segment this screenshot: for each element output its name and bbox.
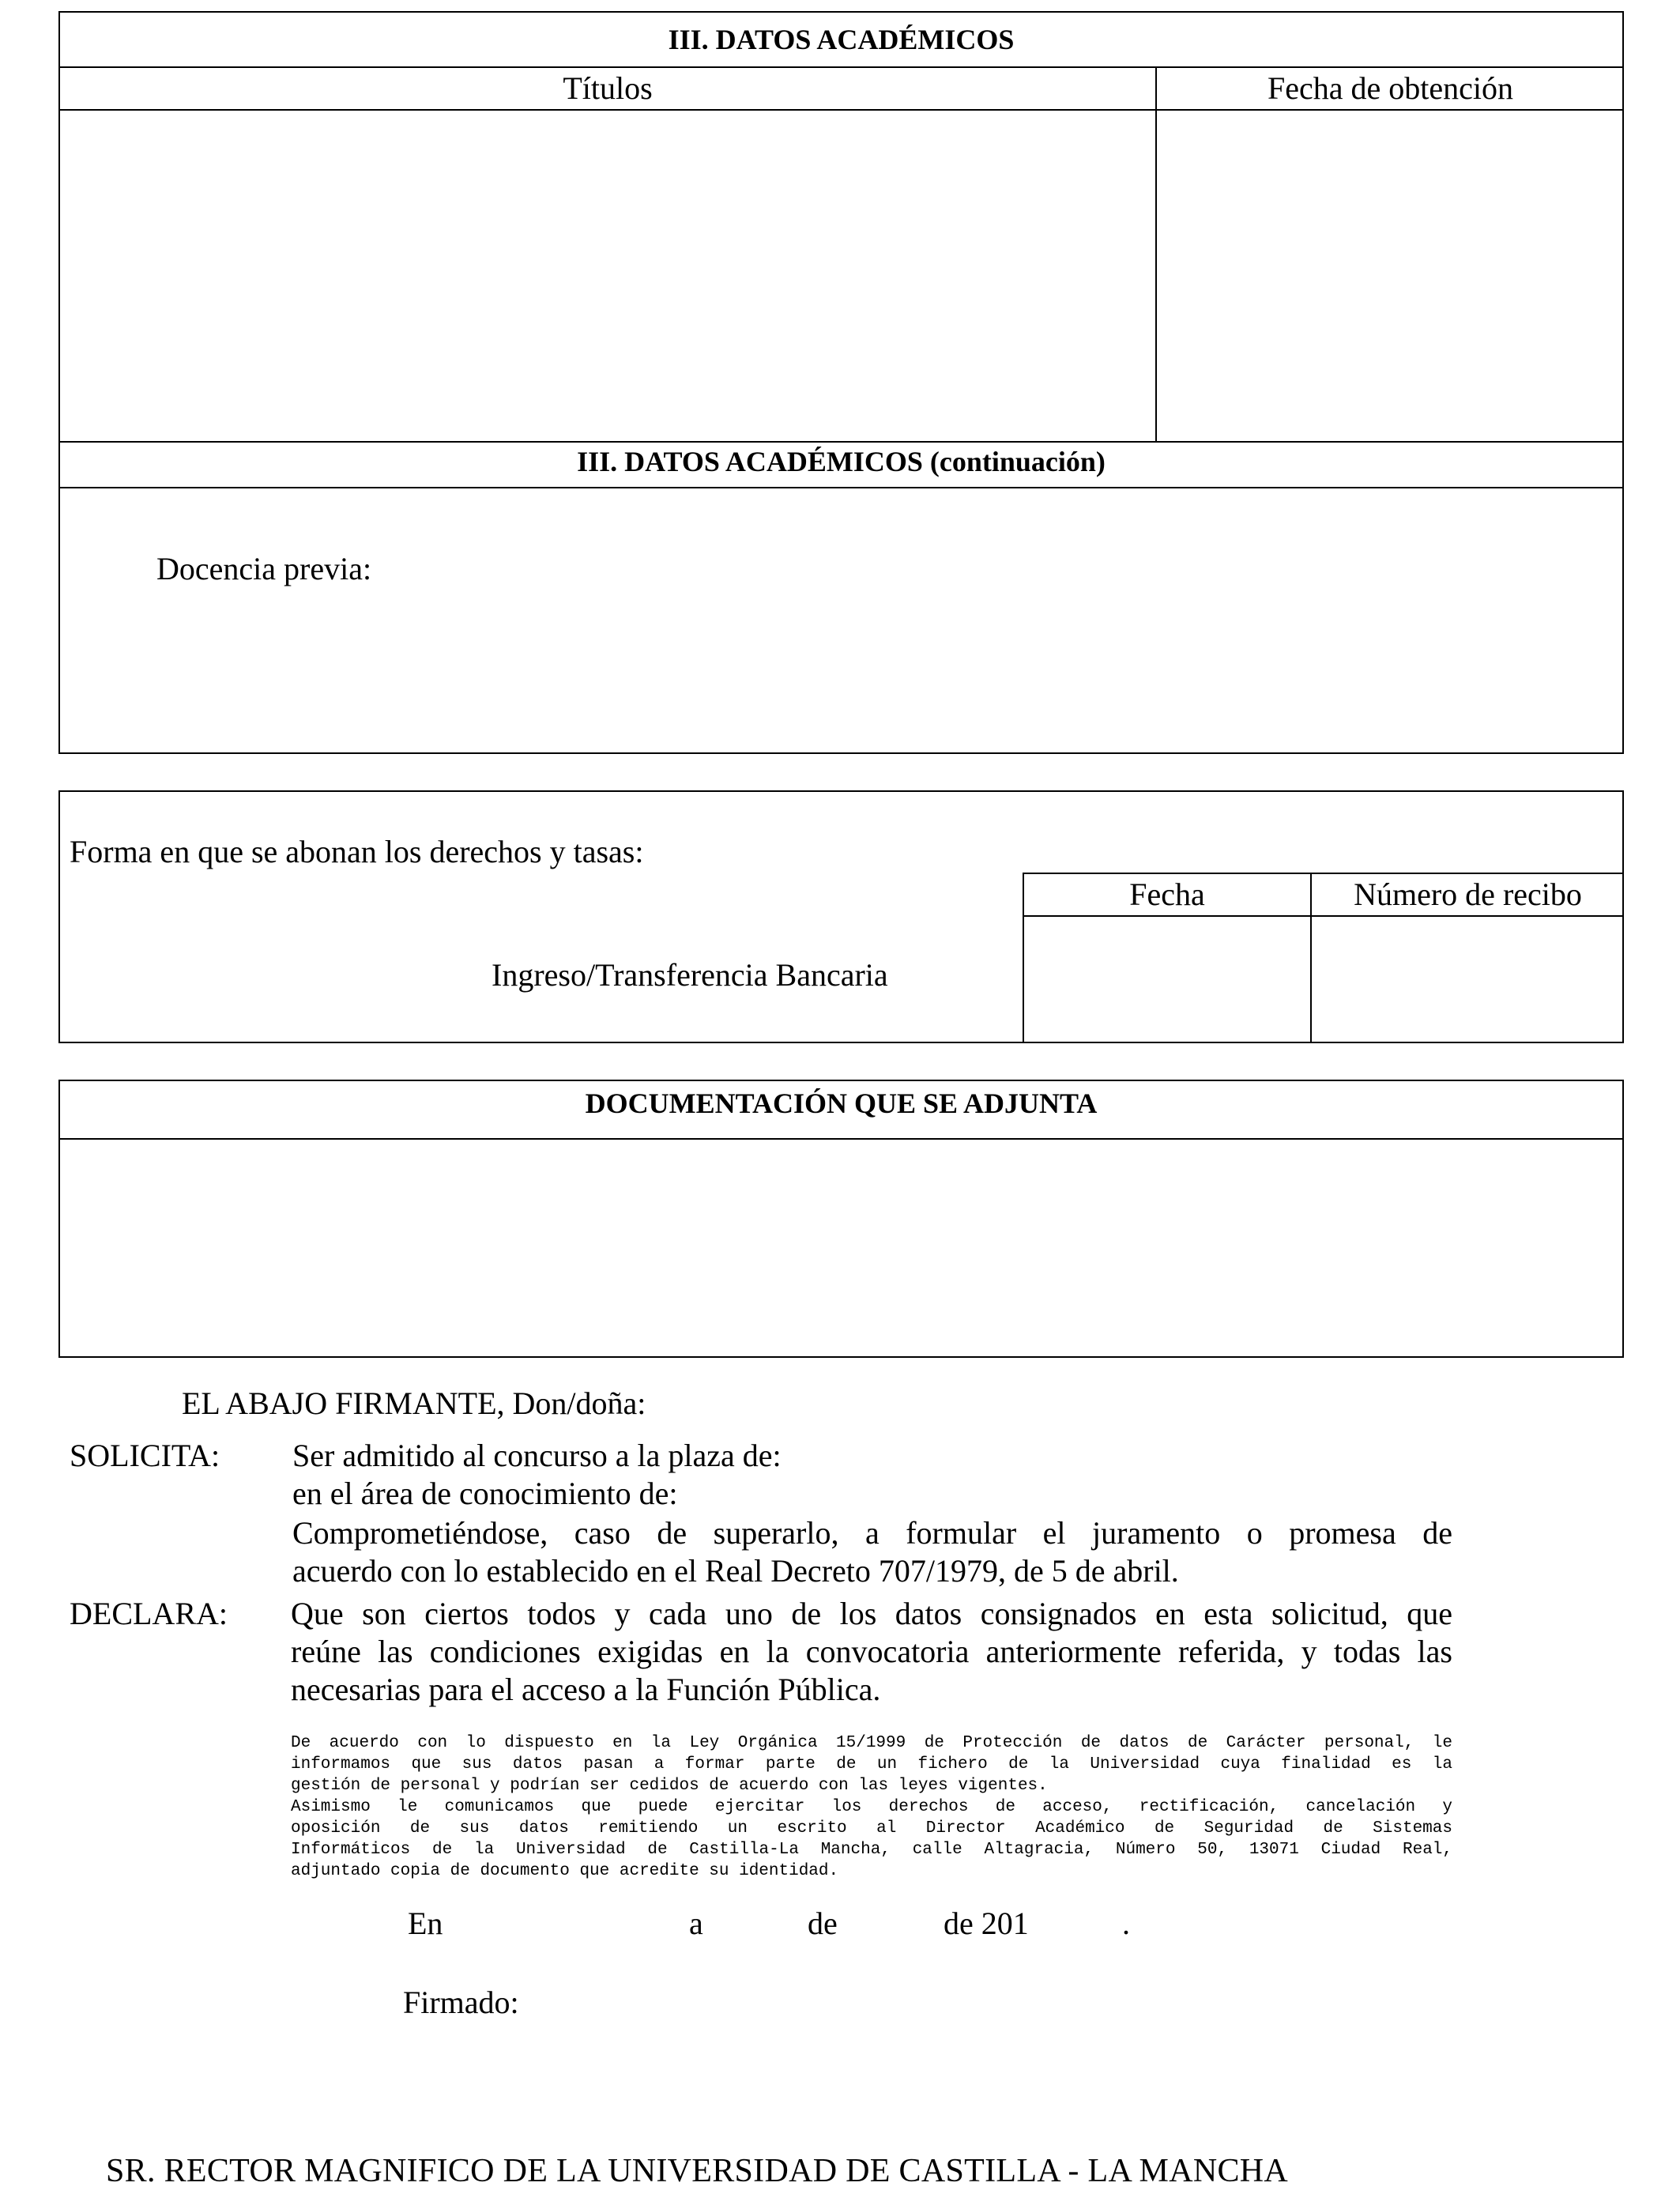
solicita-commitment-line: acuerdo con lo establecido en el Real Decreto 707/1979, de 5 de abril.: [292, 1553, 1179, 1589]
privacy-notice: [291, 1732, 1452, 1882]
place-field[interactable]: [458, 1905, 680, 1943]
titles-column-header: Títulos: [563, 70, 653, 106]
privacy-line: oposición de sus datos remitiendo un escrito al Director Académico de Seguridad de Sistemas: [291, 1819, 1452, 1838]
payment-method: Ingreso/Transferencia Bancaria: [492, 957, 888, 993]
declara-label: DECLARA:: [70, 1596, 228, 1631]
date-obtained-field[interactable]: [1158, 111, 1622, 441]
prior-teaching-field[interactable]: [395, 498, 1612, 743]
day-prefix: a: [689, 1906, 703, 1941]
academic-heading: III. DATOS ACADÉMICOS: [668, 24, 1015, 55]
day-field[interactable]: [716, 1905, 803, 1943]
divider: [58, 441, 1624, 443]
solicita-commitment-line: Comprometiéndose, caso de superarlo, a formular el juramento o promesa de: [292, 1515, 1452, 1551]
payment-date-field[interactable]: [1026, 918, 1307, 1040]
payment-label: Forma en que se abonan los derechos y tasas:: [70, 834, 644, 869]
privacy-line: Informáticos de la Universidad de Castilla-La Mancha, calle Altagracia, Número 50, 13071 Ciudad Real,: [291, 1841, 1452, 1859]
divider: [1023, 915, 1624, 917]
solicita-area-line: en el área de conocimiento de:: [292, 1476, 678, 1511]
prior-teaching-label: Docencia previa:: [156, 551, 372, 586]
privacy-line: gestión de personal y podrían ser cedidos de acuerdo con las leyes vigentes.: [291, 1777, 1048, 1795]
payment-date-header: Fecha: [1129, 876, 1205, 912]
divider: [58, 487, 1624, 488]
declara-paragraph: [291, 1595, 1452, 1709]
declara-line: necesarias para el acceso a la Función Pública.: [291, 1672, 881, 1707]
divider: [58, 1138, 1624, 1140]
privacy-line: Asimismo le comunicamos que puede ejercitar los derechos de acceso, rectificación, cancelación y: [291, 1798, 1452, 1816]
privacy-line: adjuntado copia de documento que acredite su identidad.: [291, 1862, 839, 1880]
signer-label: EL ABAJO FIRMANTE, Don/doña:: [182, 1385, 646, 1421]
privacy-line: informamos que sus datos pasan a formar parte de un fichero de la Universidad cuya finalidad es la: [291, 1755, 1452, 1774]
documentation-heading: DOCUMENTACIÓN QUE SE ADJUNTA: [585, 1088, 1098, 1119]
date-obtained-column-header: Fecha de obtención: [1268, 70, 1513, 106]
divider: [58, 66, 1624, 68]
year-prefix: de 201: [944, 1906, 1029, 1941]
month-prefix: de: [808, 1906, 838, 1941]
month-field[interactable]: [850, 1905, 937, 1943]
signed-label: Firmado:: [403, 1985, 519, 2020]
addressee: SR. RECTOR MAGNIFICO DE LA UNIVERSIDAD DE CASTILLA - LA MANCHA: [106, 2153, 1289, 2189]
titles-field[interactable]: [60, 111, 1154, 441]
solicita-position-line: Ser admitido al concurso a la plaza de:: [292, 1438, 782, 1473]
date-end-period: .: [1122, 1906, 1130, 1941]
documentation-field[interactable]: [62, 1141, 1621, 1355]
receipt-number-field[interactable]: [1313, 918, 1621, 1040]
declara-line: reúne las condiciones exigidas en la convocatoria anteriormente referida, y todas las: [291, 1634, 1452, 1669]
place-prefix: En: [408, 1906, 443, 1941]
signature-field[interactable]: [537, 1976, 1170, 2047]
column-divider: [1155, 66, 1157, 443]
declara-line: Que son ciertos todos y cada uno de los datos consignados en esta solicitud, que: [291, 1596, 1452, 1631]
solicita-commitment-paragraph: [292, 1514, 1452, 1590]
year-field[interactable]: [1040, 1905, 1119, 1943]
solicita-label: SOLICITA:: [70, 1438, 220, 1473]
privacy-line: De acuerdo con lo dispuesto en la Ley Orgánica 15/1999 de Protección de datos de Carácter personal, le: [291, 1734, 1452, 1752]
receipt-number-header: Número de recibo: [1354, 876, 1582, 912]
divider: [1023, 873, 1624, 874]
academic-continuation-heading: III. DATOS ACADÉMICOS (continuación): [577, 446, 1106, 477]
